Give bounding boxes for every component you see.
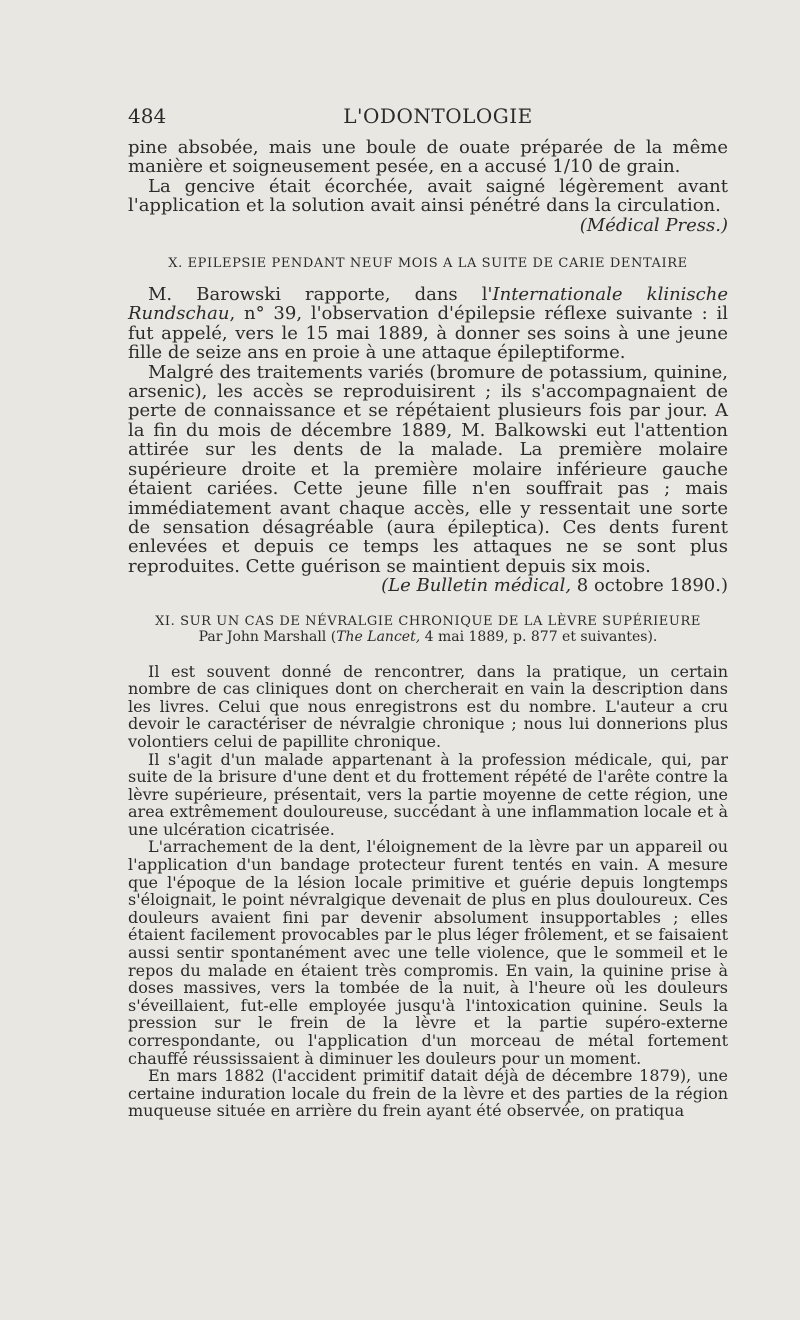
article3-byline-date: 4 mai 1889, p. 877 et suivantes). (420, 628, 658, 645)
article3-paragraph-3: L'arrachement de la dent, l'éloignement de la lèvre par un appareil ou l'application d'un bandage protecteur furent tentés en vain. A mesure que l'époque de la lésion locale primitive et guérie depuis longtemps s'éloignait, le point névralgique devenait de plus en plus douloureux. Ces douleurs avaient fini par devenir absolument insupportables ; elles étaient facilement provocables par le plus léger frôlement, et se faisaient aussi sentir spontanément avec une telle violence, que le sommeil et le repos du malade en étaient très compromis. En vain, la quinine prise à doses massives, vers la tombée de la nuit, à l'heure où les douleurs s'éveillaient, fut-elle employée jusqu'à l'intoxication quinine. Seuls la pression sur le frein de la lèvre et la partie supéro-externe correspondante, ou l'application d'un morceau de métal fortement chauffé réussissaient à diminuer les douleurs pour un moment. (128, 837, 728, 1068)
spacer (128, 645, 728, 663)
spacer (128, 271, 728, 285)
article1-source: (Médical Press.) (579, 214, 728, 236)
article2-source-journal: (Le Bulletin médical, (381, 575, 572, 597)
article3-paragraph-2: Il s'agit d'un malade appartenant à la profession médicale, qui, par suite de la brisure d'une dent et du frottement répété de l'arête contre la lèvre supérieure, présentait, vers la partie moyenne de cette région, une area extrêmement douloureuse, succédant à une inflammation locale et à une ulcération cicatrisée. (128, 749, 728, 839)
spacer (128, 235, 728, 256)
article2-journal-name: Internationale klinische Rundschau (128, 284, 728, 325)
spacer (128, 596, 728, 614)
article2-source (128, 576, 728, 595)
article1-paragraph-2: La gencive était écorchée, avait saigné légèrement avant l'application et la solution avait ainsi pénétré dans la circulation. (128, 175, 728, 217)
article2-paragraph-2: Malgré des traitements variés (bromure de potassium, quinine, arsenic), les accès se reproduisirent ; ils s'accompagnaient de perte de connaissance et se répétaient plusieurs fois par jour. A la fin du mois de décembre 1889, M. Balkowski eut l'attention attirée sur les dents de la malade. La première molaire supérieure droite et la première molaire inférieure gauche étaient cariées. Cette jeune fille n'en souffrait pas ; mais immédiatement avant chaque accès, elle y ressentait une sorte de sensation désagréable (aura épileptica). Ces dents furent enlevées et depuis ce temps les attaques ne se sont plus reproduites. Cette guérison se maintient depuis six mois. (128, 361, 728, 577)
article2-paragraph-1 (128, 285, 728, 363)
article1-paragraph-1: pine absobée, mais une boule de ouate préparée de la même manière et soigneusement pesée, en a accusé 1/10 de grain. (128, 137, 728, 178)
running-head (128, 104, 728, 130)
journal-title: L'ODONTOLOGIE (343, 104, 533, 128)
article3-byline (128, 629, 728, 645)
article3-byline-author: Par John Marshall ( (198, 628, 337, 645)
article2-source-date: 8 octobre 1890.) (571, 575, 728, 597)
article3-byline-journal: The Lancet, (336, 628, 421, 645)
article2-paragraph-1-end: , n° 39, l'observation d'épilepsie réflexe suivante : il fut appelé, vers le 15 mai 1889, à donner ses soins à une jeune fille de seize ans en proie à une attaque épileptiforme. (128, 303, 728, 364)
article3-paragraph-4: En mars 1882 (l'accident primitif datait déjà de décembre 1879), une certaine induration locale du frein de la lèvre et des parties de la région muqueuse située en arrière du frein ayant été observée, on pratiqua (128, 1066, 728, 1121)
article2-paragraph-1-start: M. Barowski rapporte, dans l' (148, 284, 493, 306)
page-content (128, 138, 728, 1120)
page-number: 484 (128, 104, 167, 128)
article2-heading: X. EPILEPSIE PENDANT NEUF MOIS A LA SUITE DE CARIE DENTAIRE (168, 256, 688, 272)
article3-heading: XI. SUR UN CAS DE NÉVRALGIE CHRONIQUE DE LA LÈVRE SUPÉRIEURE (155, 613, 701, 629)
article3-paragraph-1: Il est souvent donné de rencontrer, dans la pratique, un certain nombre de cas cliniques dont on chercherait en vain la description dans les livres. Celui que nous enregistrons est du nombre. L'auteur a cru devoir le caractériser de névralgie chronique ; nous lui donnerions plus volontiers celui de papillite chronique. (128, 661, 728, 751)
